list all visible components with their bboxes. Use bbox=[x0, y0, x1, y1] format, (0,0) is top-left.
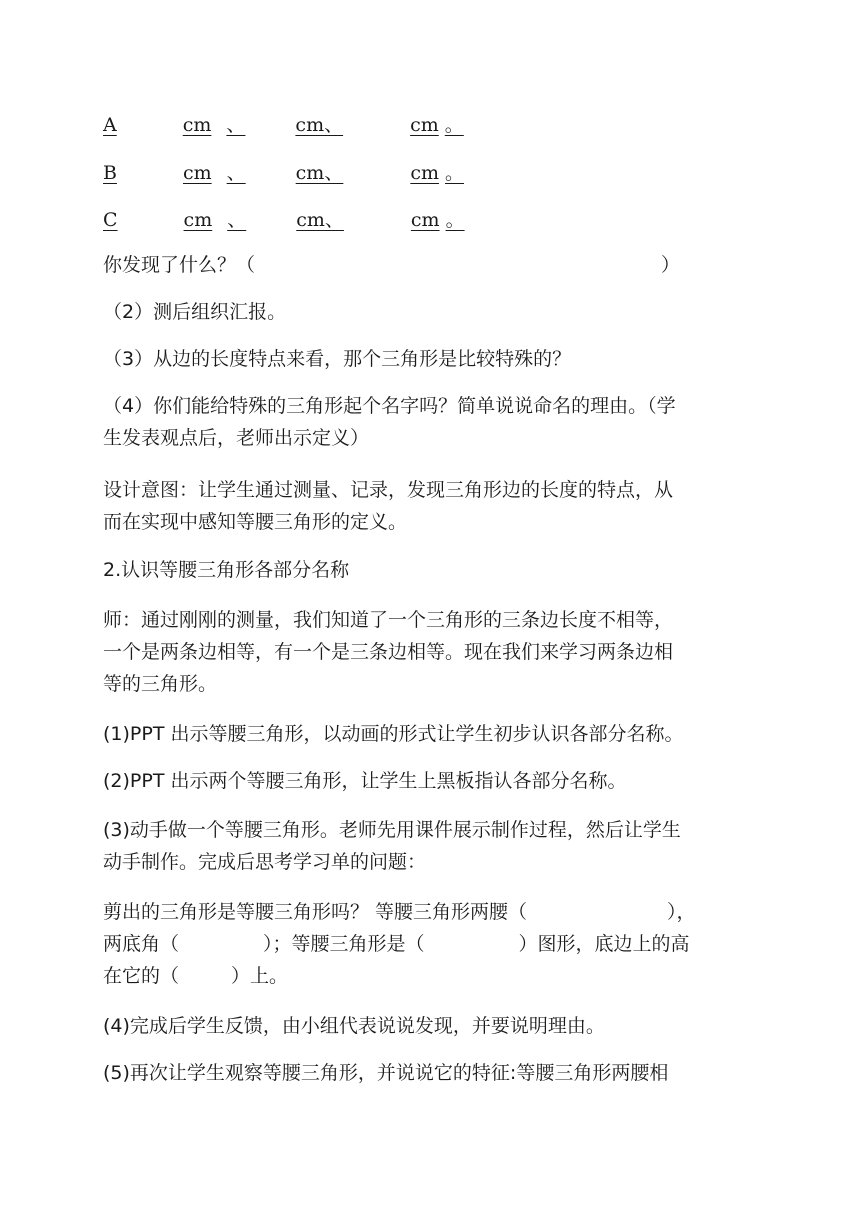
step-3: （3）从边的长度特点来看，那个三角形是比较特殊的？ bbox=[103, 348, 572, 370]
row-end: 。 bbox=[445, 209, 465, 231]
teacher-line-1: 师：通过刚刚的测量，我们知道了一个三角形的三条边长度不相等， bbox=[103, 609, 674, 631]
step-s3-line-2: 动手制作。完成后思考学习单的问题： bbox=[103, 851, 427, 873]
row-label: A bbox=[103, 114, 117, 136]
worksheet-question-line-1 bbox=[103, 897, 758, 928]
step-4-line-2: 生发表观点后，老师出示定义） bbox=[103, 427, 370, 449]
measure-row-a bbox=[103, 110, 758, 141]
question-text: ）， bbox=[667, 901, 696, 923]
step-s5: (5)再次让学生观察等腰三角形，并说说它的特征:等腰三角形两腰相 bbox=[103, 1062, 669, 1084]
row-unit: cm bbox=[410, 162, 439, 184]
question-text: 两底角（ bbox=[103, 933, 180, 955]
worksheet-question-line-3 bbox=[103, 961, 758, 992]
worksheet-question-line-2 bbox=[103, 929, 758, 960]
row-separator: 、 bbox=[227, 209, 247, 231]
measure-row-c bbox=[103, 205, 758, 236]
question-text: ）图形，底边上的高 bbox=[518, 933, 690, 955]
row-separator: 、 bbox=[226, 162, 246, 184]
step-s1: (1)PPT 出示等腰三角形，以动画的形式让学生初步认识各部分名称。 bbox=[103, 723, 684, 745]
step-s2: (2)PPT 出示两个等腰三角形，让学生上黑板指认各部分名称。 bbox=[103, 770, 627, 792]
row-unit: cm、 bbox=[295, 114, 344, 136]
row-unit: cm、 bbox=[295, 162, 344, 184]
design-intent-line-1: 设计意图：让学生通过测量、记录，发现三角形边的长度的特点，从 bbox=[103, 479, 674, 501]
row-unit: cm、 bbox=[296, 209, 344, 231]
row-unit: cm bbox=[183, 209, 213, 231]
row-label: B bbox=[103, 162, 117, 184]
question-text: 剪出的三角形是等腰三角形吗？ 等腰三角形两腰（ bbox=[103, 901, 528, 923]
row-separator: 、 bbox=[226, 114, 246, 136]
row-unit: cm bbox=[410, 209, 440, 231]
measure-row-b bbox=[103, 158, 758, 189]
discovery-text: 你发现了什么？（ bbox=[103, 254, 256, 276]
row-end: 。 bbox=[445, 162, 465, 184]
row-unit: cm bbox=[182, 114, 212, 136]
step-s3-line-1: (3)动手做一个等腰三角形。老师先用课件展示制作过程，然后让学生 bbox=[103, 819, 681, 841]
step-2: （2）测后组织汇报。 bbox=[103, 301, 287, 323]
teacher-line-2: 一个是两条边相等，有一个是三条边相等。现在我们来学习两条边相 bbox=[103, 641, 674, 663]
row-unit: cm bbox=[410, 114, 439, 136]
design-intent-line-2: 而在实现中感知等腰三角形的定义。 bbox=[103, 511, 408, 533]
discovery-question bbox=[103, 250, 758, 281]
section-heading: 2.认识等腰三角形各部分名称 bbox=[103, 559, 350, 581]
teacher-line-3: 等的三角形。 bbox=[103, 673, 218, 695]
row-label: C bbox=[103, 209, 118, 231]
row-end: 。 bbox=[444, 114, 464, 136]
step-s4: (4)完成后学生反馈，由小组代表说说发现，并要说明理由。 bbox=[103, 1015, 605, 1037]
discovery-close: ） bbox=[661, 254, 681, 276]
question-text: 在它的（ bbox=[103, 965, 180, 987]
question-text: ）；等腰三角形是（ bbox=[263, 933, 425, 955]
question-text: ）上。 bbox=[231, 965, 289, 987]
step-4-line-1: （4）你们能给特殊的三角形起个名字吗？简单说说命名的理由。（学 bbox=[103, 395, 676, 417]
row-unit: cm bbox=[182, 162, 212, 184]
